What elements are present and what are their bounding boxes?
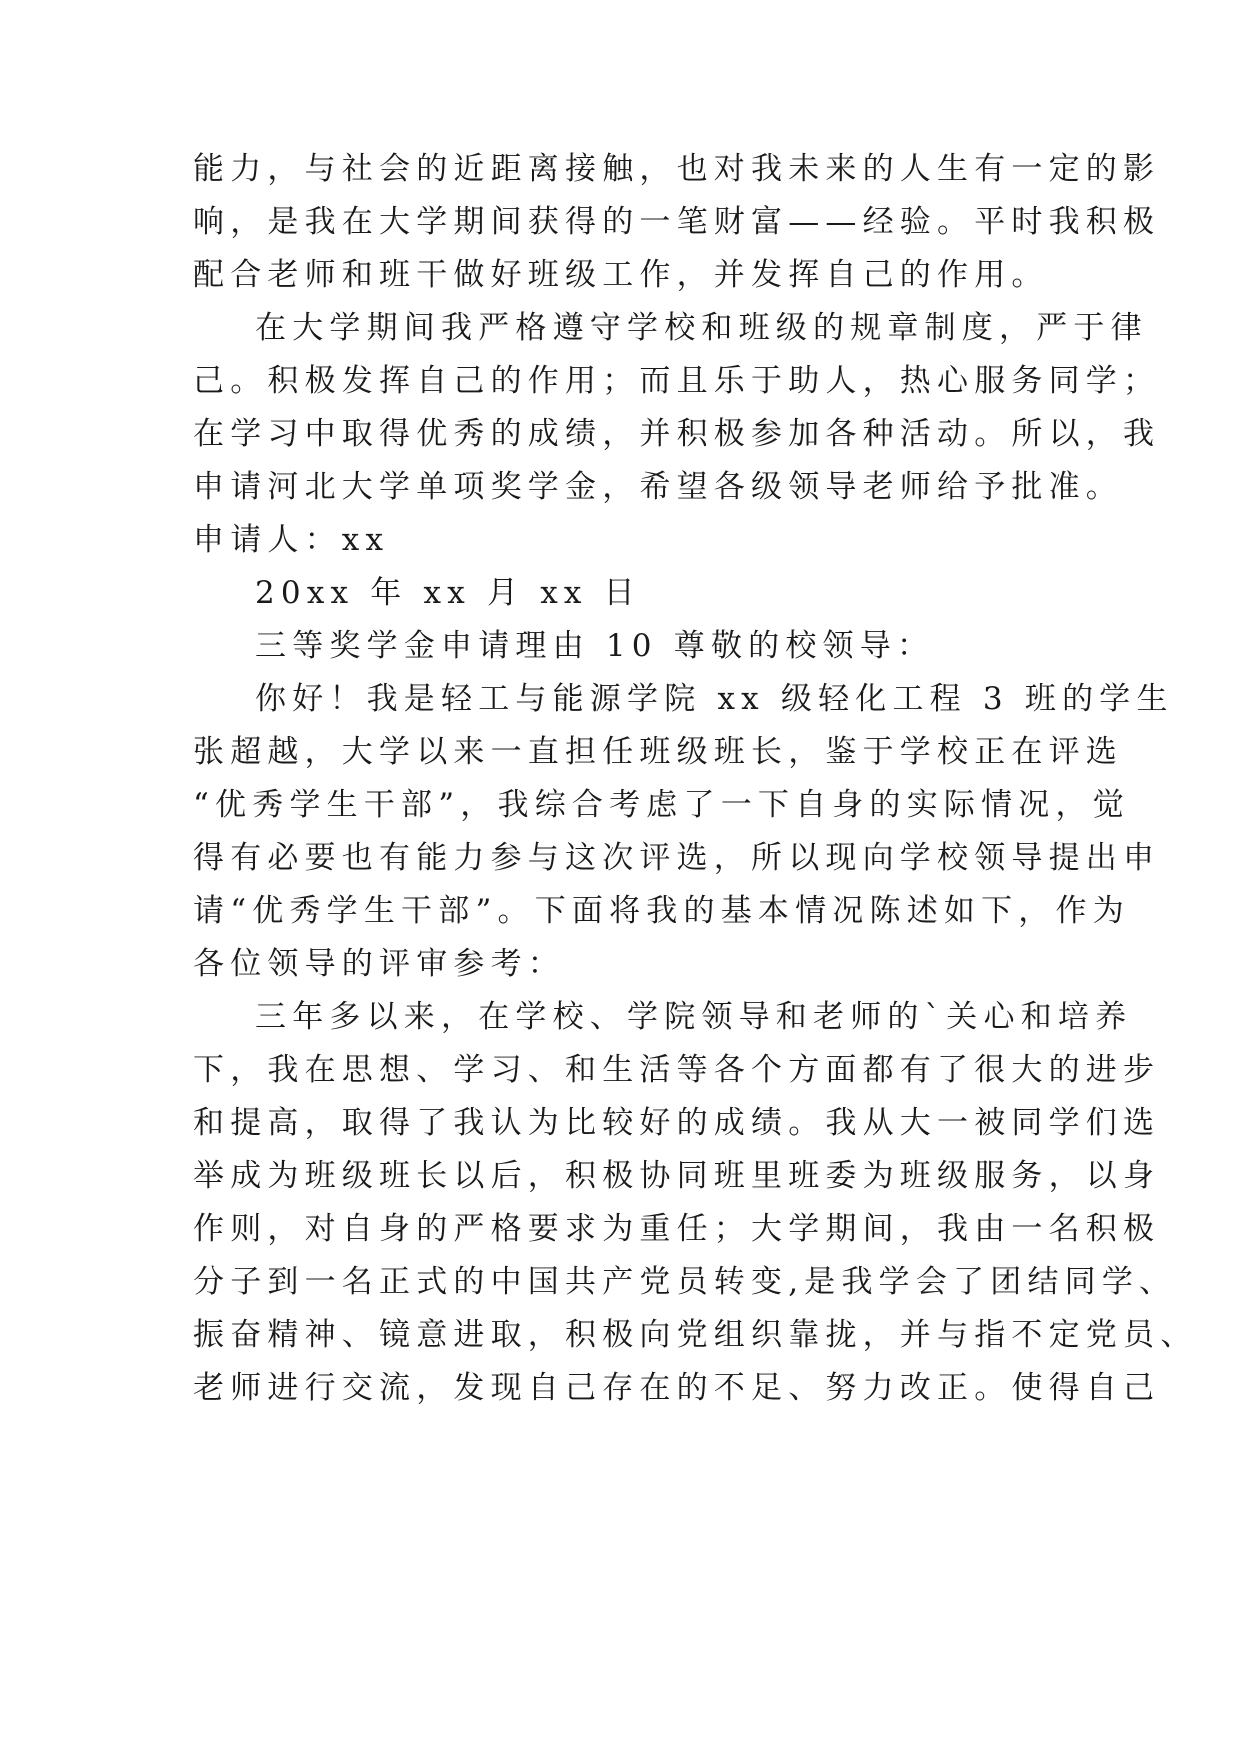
text-line: 张超越，大学以来一直担任班级班长，鉴于学校正在评选 <box>193 734 1123 770</box>
text-line: 作则，对自身的严格要求为重任；大学期间，我由一名积极 <box>193 1211 1161 1247</box>
text-line: 响，是我在大学期间获得的一笔财富——经验。平时我积极 <box>193 204 1161 240</box>
text-line: 各位领导的评审参考： <box>193 946 565 982</box>
text-line: 你好！我是轻工与能源学院 xx 级轻化工程 3 班的学生 <box>255 681 1174 717</box>
text-line: 举成为班级班长以后，积极协同班里班委为班级服务，以身 <box>193 1158 1161 1194</box>
text-line: 和提高，取得了我认为比较好的成绩。我从大一被同学们选 <box>193 1105 1161 1141</box>
text-line: 己。积极发挥自己的作用；而且乐于助人，热心服务同学； <box>193 363 1161 399</box>
text-line: 配合老师和班干做好班级工作，并发挥自己的作用。 <box>193 257 1049 293</box>
text-line: 分子到一名正式的中国共产党员转变,是我学会了团结同学、 <box>193 1264 1177 1300</box>
text-line: 申请河北大学单项奖学金，希望各级领导老师给予批准。 <box>193 469 1123 505</box>
applicant-line: 申请人：xx <box>193 522 390 558</box>
text-line: 振奋精神、镜意进取，积极向党组织靠拢，并与指不定党员、 <box>193 1317 1198 1353</box>
text-line: “优秀学生干部”，我综合考虑了一下自身的实际情况，觉 <box>193 787 1130 823</box>
text-line: 请“优秀学生干部”。下面将我的基本情况陈述如下，作为 <box>193 893 1130 929</box>
heading-line: 三等奖学金申请理由 10 尊敬的校领导： <box>255 628 935 664</box>
text-line: 得有必要也有能力参与这次评选，所以现向学校领导提出申 <box>193 840 1161 876</box>
text-line: 三年多以来，在学校、学院领导和老师的`关心和培养 <box>255 999 1133 1035</box>
text-line: 老师进行交流，发现自己存在的不足、努力改正。使得自己 <box>193 1370 1161 1406</box>
text-line: 在大学期间我严格遵守学校和班级的规章制度，严于律 <box>255 310 1148 346</box>
text-line: 能力，与社会的近距离接触，也对我未来的人生有一定的影 <box>193 151 1161 187</box>
text-line: 在学习中取得优秀的成绩，并积极参加各种活动。所以，我 <box>193 416 1161 452</box>
date-line: 20xx 年 xx 月 xx 日 <box>255 575 641 611</box>
text-line: 下，我在思想、学习、和生活等各个方面都有了很大的进步 <box>193 1052 1161 1088</box>
